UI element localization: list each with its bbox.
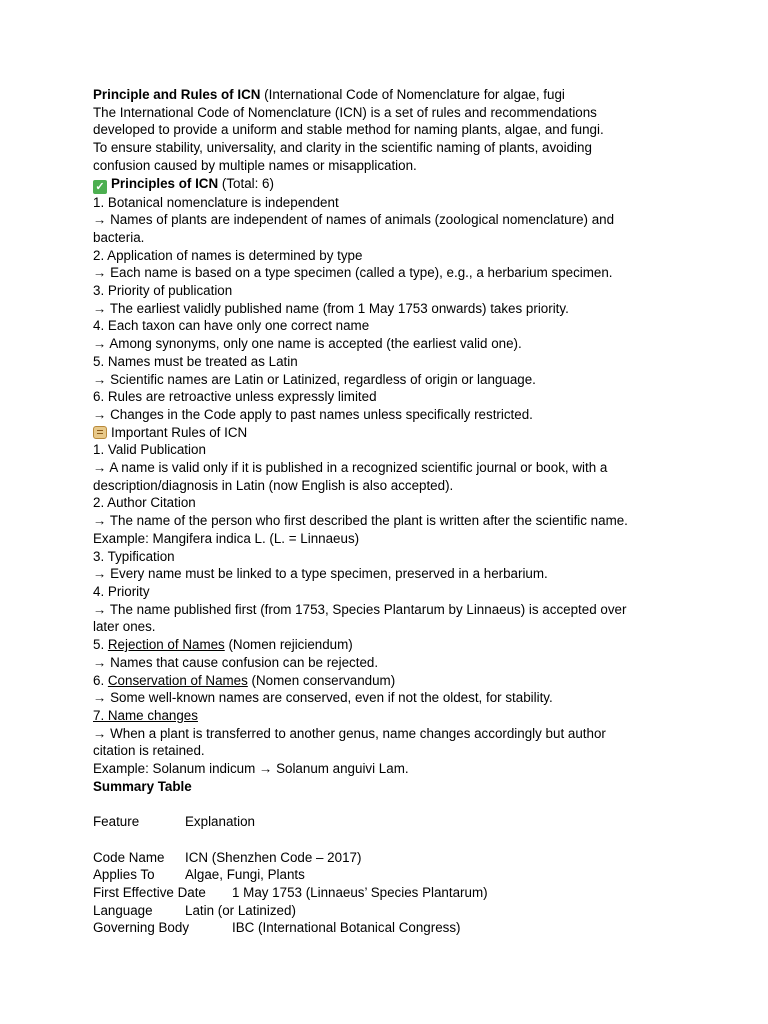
check-mark-icon: ✓ [93,180,107,194]
heading-rest: (International Code of Nomenclature for algae, fugi [260,87,565,102]
table-cell-explanation: Latin (or Latinized) [185,902,296,918]
rule-line: → When a plant is transferred to another genus, name changes accordingly but author [93,725,606,741]
summary-header-feature: Feature [93,814,140,830]
rule-line: Example: Mangifera indica L. (L. = Linnaeus) [93,530,360,546]
table-row [93,884,733,902]
table-cell-feature: Language [93,902,153,918]
heading-bold: Principle and Rules of ICN [93,87,261,102]
rules-heading [93,424,733,442]
table-cell-feature: First Effective Date [93,884,206,900]
rejection-of-names-link[interactable]: Rejection of Names [107,637,225,653]
table-row [93,902,733,920]
document-heading [93,86,733,104]
table-cell-explanation: ICN (Shenzhen Code – 2017) [185,849,362,865]
rule-line: → Names that cause confusion can be rejected. [93,654,379,670]
rule-5-latin: (Nomen rejiciendum) [224,637,353,653]
rule-6-heading [93,672,733,690]
rule-5-number: 5. [93,637,108,653]
summary-header-explanation: Explanation [185,814,255,830]
intro-line: confusion caused by multiple names or misapplication. [93,157,417,173]
spacer [93,831,733,849]
rule-7-heading [93,707,733,725]
rule-line: → Every name must be linked to a type specimen, preserved in a herbarium. [93,566,548,582]
principle-line: → Each name is based on a type specimen (called a type), e.g., a herbarium specimen. [93,265,613,281]
rule-line: later ones. [93,619,156,635]
principle-line: → Names of plants are independent of names of animals (zoological nomenclature) and [93,212,615,228]
conservation-of-names-link[interactable]: Conservation of Names [107,672,248,688]
table-cell-explanation: IBC (International Botanical Congress) [232,920,461,936]
rule-line: 1. Valid Publication [93,442,206,458]
principle-line: 1. Botanical nomenclature is independent [93,194,339,210]
table-cell-explanation: 1 May 1753 (Linnaeus’ Species Plantarum) [232,884,488,900]
summary-header-row [93,813,733,831]
principle-line: → Changes in the Code apply to past names unless specifically restricted. [93,406,533,422]
scroll-icon [93,426,107,439]
principles-title: Principles of ICN [111,175,219,191]
document-body [93,86,733,937]
rule-line: → The name published first (from 1753, Species Plantarum by Linnaeus) is accepted over [93,601,627,617]
rule-line: → Some well-known names are conserved, even if not the oldest, for stability. [93,690,553,706]
table-row [93,919,733,937]
spacer [93,795,733,813]
rule-line: citation is retained. [93,743,205,759]
principle-line: 4. Each taxon can have only one correct name [93,318,370,334]
rule-line: → A name is valid only if it is published in a recognized scientific journal or book, with a [93,460,608,476]
summary-title: Summary Table [93,778,192,794]
table-cell-feature: Governing Body [93,920,190,936]
table-row [93,849,733,867]
rule-line: → The name of the person who first described the plant is written after the scientific name. [93,513,628,529]
rules-title: Important Rules of ICN [111,424,248,440]
rule-6-number: 6. [93,672,108,688]
name-changes-link[interactable]: 7. Name changes [93,707,198,723]
principles-heading [93,175,733,194]
principle-line: bacteria. [93,229,145,245]
table-cell-explanation: Algae, Fungi, Plants [185,867,305,883]
principle-line: 6. Rules are retroactive unless expressly limited [93,389,377,405]
rule-5-heading [93,636,733,654]
principles-count: (Total: 6) [218,175,274,191]
intro-line: developed to provide a uniform and stable method for naming plants, algae, and fungi. [93,122,604,138]
principle-line: 2. Application of names is determined by type [93,247,363,263]
rule-line: 3. Typification [93,548,175,564]
rule-line: description/diagnosis in Latin (now English is also accepted). [93,477,454,493]
rule-6-latin: (Nomen conservandum) [247,672,396,688]
rule-line: 4. Priority [93,583,150,599]
intro-line: To ensure stability, universality, and clarity in the scientific naming of plants, avoiding [93,140,592,156]
rule-line: 2. Author Citation [93,495,196,511]
table-cell-feature: Code Name [93,849,165,865]
principle-line: → The earliest validly published name (from 1 May 1753 onwards) takes priority. [93,300,569,316]
principle-line: → Among synonyms, only one name is accepted (the earliest valid one). [93,336,522,352]
table-cell-feature: Applies To [93,867,155,883]
rule-line: Example: Solanum indicum → Solanum anguivi Lam. [93,761,409,777]
principle-line: 5. Names must be treated as Latin [93,353,298,369]
principle-line: → Scientific names are Latin or Latinized, regardless of origin or language. [93,371,536,387]
principle-line: 3. Priority of publication [93,283,233,299]
intro-line: The International Code of Nomenclature (ICN) is a set of rules and recommendations [93,104,597,120]
table-row [93,866,733,884]
